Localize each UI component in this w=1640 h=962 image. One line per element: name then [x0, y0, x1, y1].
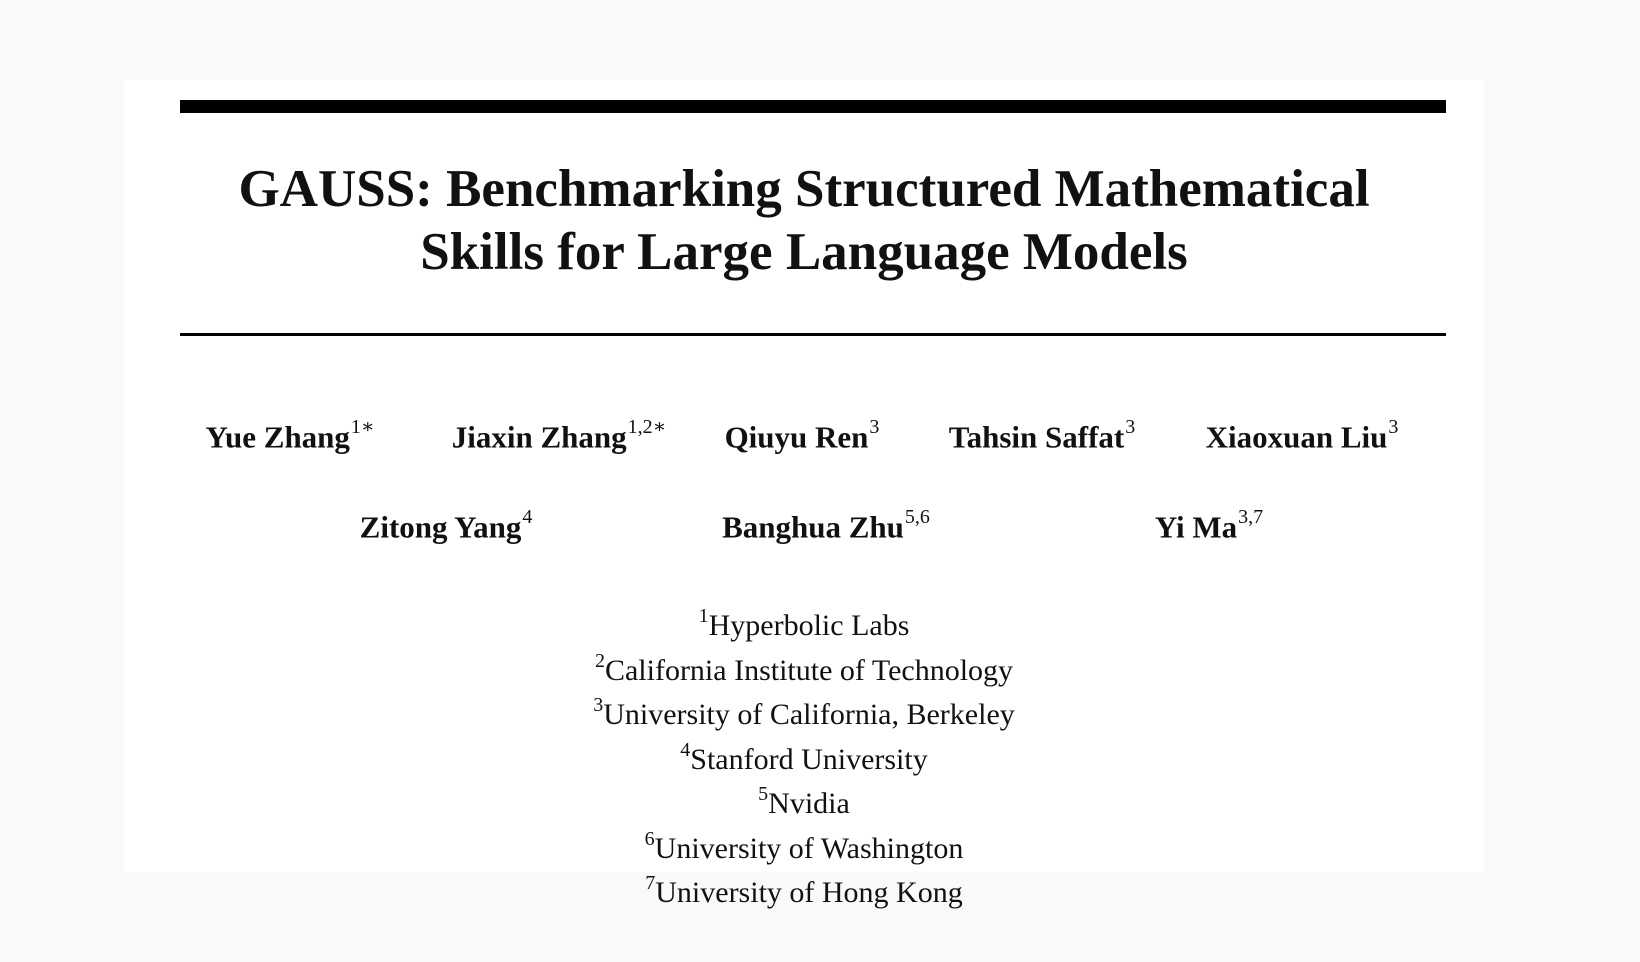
affiliation-marks: 5,6: [904, 506, 930, 528]
affiliation-marks: 3: [1125, 416, 1136, 438]
author: Yue Zhang$^{1∗}$: [205, 416, 375, 455]
affiliation: $^2$California Institute of Technology: [594, 649, 1014, 687]
paper-page: [124, 80, 1484, 909]
author: Banghua Zhu$^{5,6}$: [722, 506, 930, 545]
author: Qiuyu Ren$^3$: [724, 416, 880, 455]
affiliation-marks: 4: [522, 506, 533, 528]
author: Xiaoxuan Liu$^3$: [1205, 416, 1399, 455]
author: Tahsin Saffat$^3$: [948, 416, 1136, 455]
author: Zitong Yang$^4$: [359, 506, 533, 545]
affiliation-marks: 1,2∗: [627, 416, 667, 438]
title-bottom-rule: [180, 333, 1446, 336]
affiliation: $^5$Nvidia: [758, 783, 850, 820]
affiliation: $^7$University of Hong Kong: [645, 872, 963, 909]
title-line-2: Skills for Large Language Models: [420, 223, 1188, 281]
affiliation-marks: 3: [1388, 416, 1399, 438]
affiliation-marks: 3,7: [1238, 506, 1264, 528]
title-line-1: GAUSS: Benchmarking Structured Mathematical: [238, 160, 1370, 218]
affiliation: $^3$University of California, Berkeley: [593, 694, 1015, 731]
affiliations-list: [124, 600, 1484, 912]
affiliation: $^6$University of Washington: [644, 827, 964, 865]
affiliation-marks: 1∗: [350, 416, 375, 438]
affiliation-marks: 3: [869, 416, 880, 438]
affiliation: $^1$Hyperbolic Labs: [698, 605, 910, 642]
author: Jiaxin Zhang$^{1,2∗}$: [451, 416, 667, 455]
top-rule: [180, 100, 1446, 113]
author: Yi Ma$^{3,7}$: [1154, 506, 1264, 545]
paper-title: [124, 158, 1484, 284]
affiliation: $^4$Stanford University: [680, 738, 928, 776]
